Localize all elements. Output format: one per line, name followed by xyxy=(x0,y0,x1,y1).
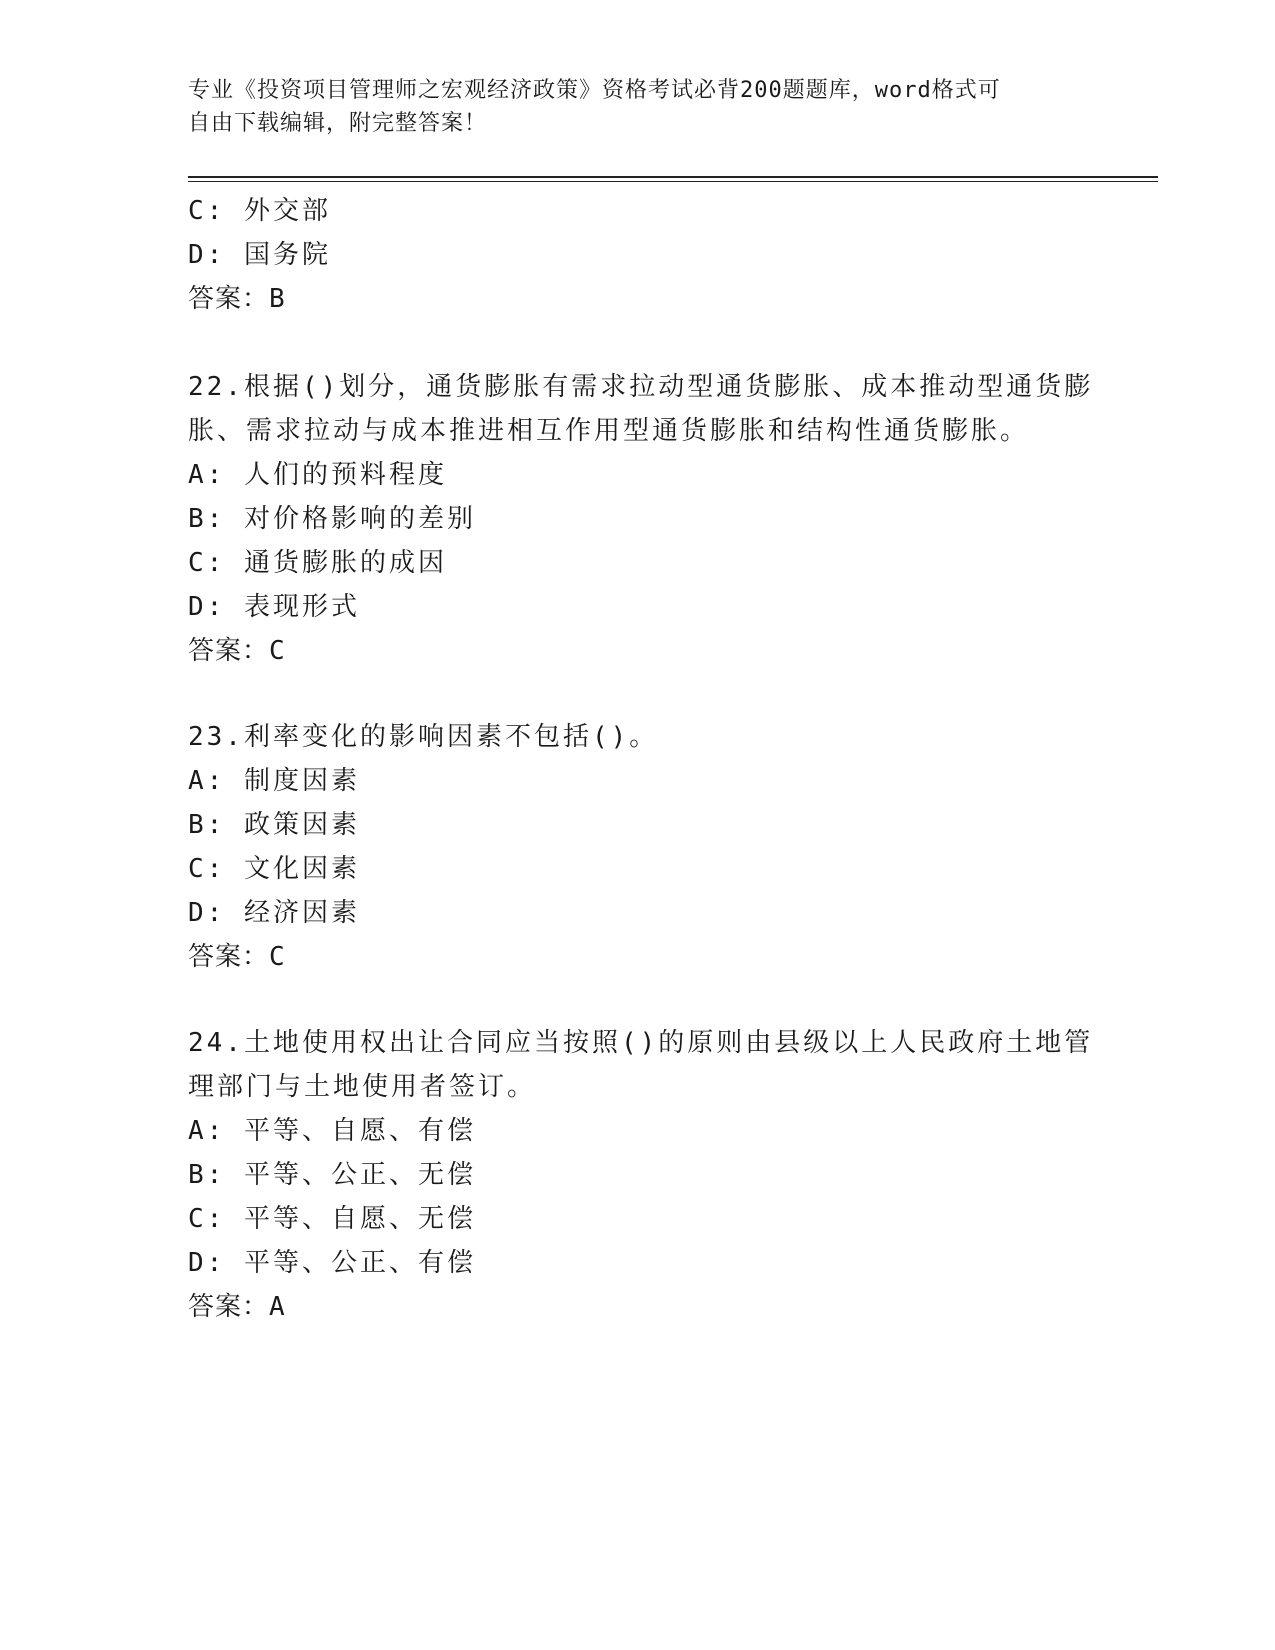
q24-stem-line-1: 24.土地使用权出让合同应当按照()的原则由县级以上人民政府土地管 xyxy=(188,1028,1094,1058)
q22-option-d: D: 表现形式 xyxy=(188,592,360,622)
q24-option-d: D: 平等、公正、有偿 xyxy=(188,1248,476,1278)
header-line-1: 专业《投资项目管理师之宏观经济政策》资格考试必背200题题库，word格式可 xyxy=(188,78,1001,103)
header-divider-thin xyxy=(188,181,1158,182)
q21-option-d: D: 国务院 xyxy=(188,240,331,270)
q24-answer: 答案：A xyxy=(188,1292,286,1322)
q21-option-c: C: 外交部 xyxy=(188,196,331,226)
q22-answer: 答案：C xyxy=(188,636,286,666)
q24-option-a: A: 平等、自愿、有偿 xyxy=(188,1116,476,1146)
q24-option-c: C: 平等、自愿、无偿 xyxy=(188,1204,476,1234)
q22-stem-line-1: 22.根据()划分，通货膨胀有需求拉动型通货膨胀、成本推动型通货膨 xyxy=(188,372,1094,402)
q22-stem-line-2: 胀、需求拉动与成本推进相互作用型通货膨胀和结构性通货膨胀。 xyxy=(188,416,1030,446)
header-divider-thick xyxy=(188,176,1158,178)
q23-stem-line-1: 23.利率变化的影响因素不包括()。 xyxy=(188,722,659,752)
q22-option-b: B: 对价格影响的差别 xyxy=(188,504,476,534)
q23-answer: 答案：C xyxy=(188,942,286,972)
q22-option-c: C: 通货膨胀的成因 xyxy=(188,548,447,578)
q23-option-a: A: 制度因素 xyxy=(188,766,360,796)
q23-option-d: D: 经济因素 xyxy=(188,898,360,928)
q21-answer: 答案：B xyxy=(188,284,286,314)
q23-option-c: C: 文化因素 xyxy=(188,854,360,884)
header-line-2: 自由下载编辑，附完整答案！ xyxy=(188,111,488,136)
document-header xyxy=(188,74,1068,140)
q24-option-b: B: 平等、公正、无偿 xyxy=(188,1160,476,1190)
q22-option-a: A: 人们的预料程度 xyxy=(188,460,447,490)
q24-stem-line-2: 理部门与土地使用者签订。 xyxy=(188,1072,537,1102)
q23-option-b: B: 政策因素 xyxy=(188,810,360,840)
